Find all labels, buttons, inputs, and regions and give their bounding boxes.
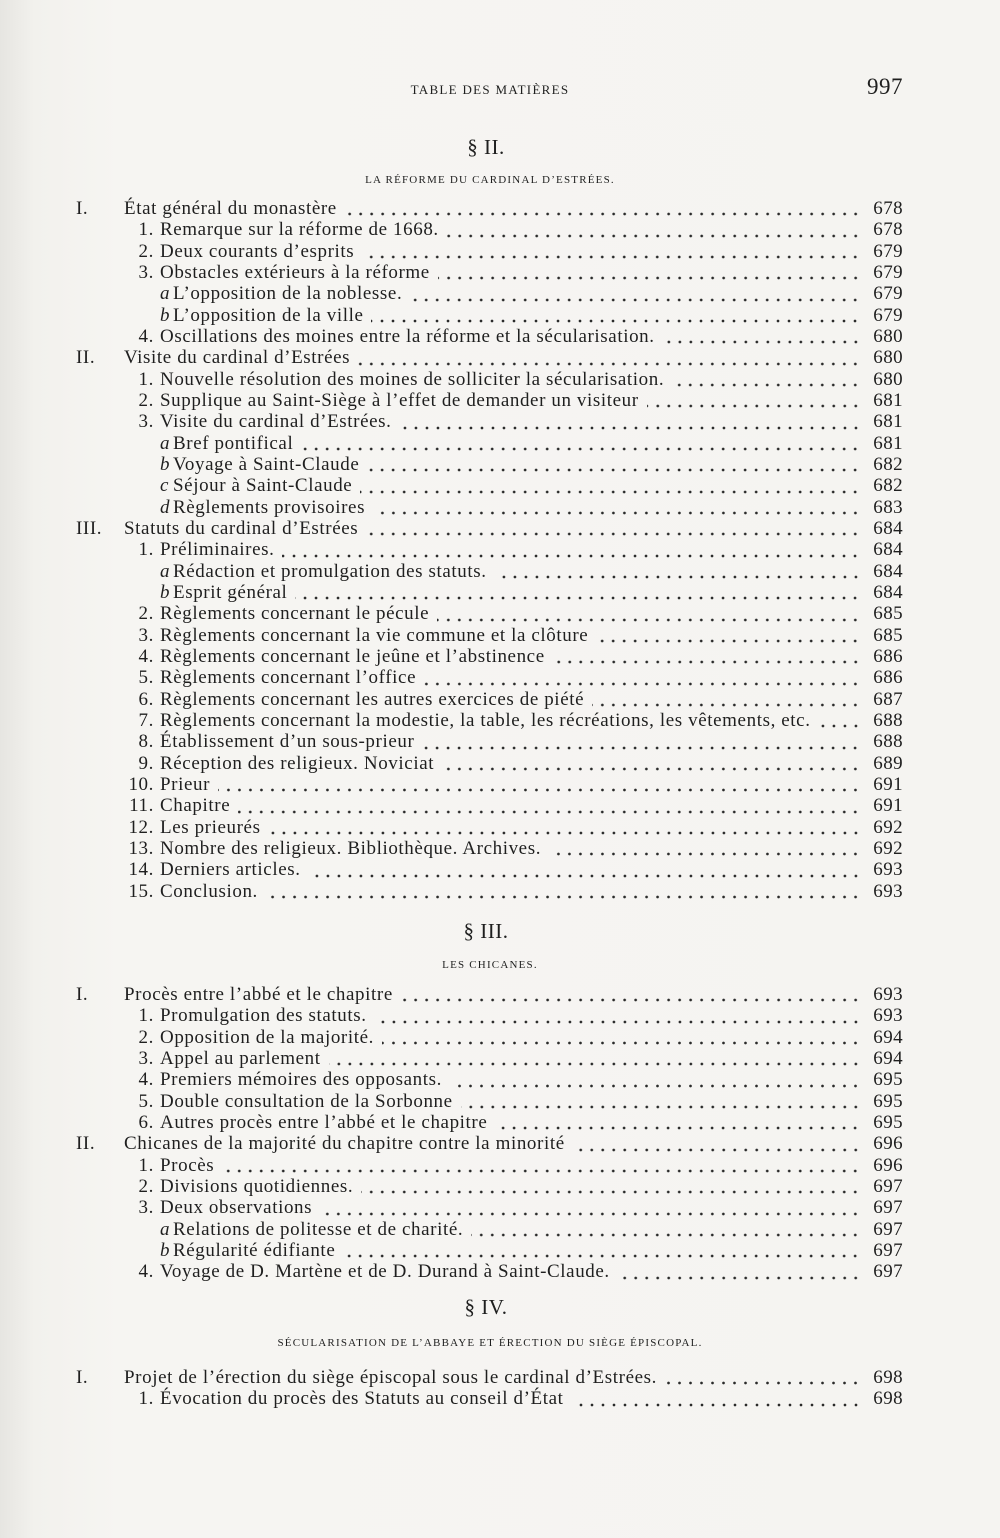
- entry-title: Régularité édifiante: [173, 1239, 336, 1261]
- entry-title: Séjour à Saint-Claude: [173, 475, 353, 497]
- entry-number: 7.: [138, 709, 154, 731]
- entry-number: 5.: [138, 1090, 154, 1112]
- entry-number: 2.: [138, 240, 154, 262]
- entry-page-number: 684: [873, 560, 903, 582]
- entry-title: Derniers articles.: [160, 859, 301, 881]
- dot-leader: [665, 1367, 861, 1388]
- entry-title: Esprit général: [173, 581, 288, 603]
- dot-leader: [222, 1155, 861, 1176]
- entry-title: Règlements concernant la modestie, la table, les récréations, les vêtements, etc.: [160, 709, 811, 731]
- entry-page-number: 692: [873, 816, 903, 838]
- entry-title: Voyage à Saint-Claude: [173, 453, 360, 475]
- entry-title: Règlements concernant les autres exercices de piété: [160, 688, 585, 710]
- entry-number: 2.: [138, 1026, 154, 1048]
- toc-entry: [76, 326, 903, 347]
- entry-page-number: 694: [873, 1047, 903, 1069]
- toc-entry: [76, 219, 903, 240]
- entry-page-number: 697: [873, 1239, 903, 1261]
- toc-entry: [76, 582, 903, 603]
- entry-number: III.: [76, 517, 103, 539]
- dot-leader: [572, 1388, 862, 1409]
- entry-title: Double consultation de la Sorbonne: [160, 1090, 453, 1112]
- dot-leader: [362, 241, 861, 262]
- entry-letter: d: [160, 496, 171, 518]
- entry-letter: a: [160, 1218, 171, 1240]
- toc-entry: [76, 667, 903, 688]
- toc-entry: [76, 539, 903, 560]
- entry-page-number: 697: [873, 1175, 903, 1197]
- toc-entry: [76, 241, 903, 262]
- entry-number: 14.: [128, 859, 154, 881]
- entry-title: Relations de politesse et de charité.: [173, 1218, 464, 1240]
- entry-title: Réception des religieux. Noviciat: [160, 752, 435, 774]
- toc-entry: [76, 753, 903, 774]
- dot-leader: [596, 625, 861, 646]
- dot-leader: [410, 283, 861, 304]
- entry-page-number: 693: [873, 880, 903, 902]
- toc-entry: [76, 283, 903, 304]
- toc-list: [76, 198, 903, 902]
- toc-entry: [76, 795, 903, 816]
- entry-number: 4.: [138, 1261, 154, 1283]
- entry-title: Chapitre: [160, 795, 231, 817]
- entry-page-number: 698: [873, 1367, 903, 1388]
- dot-leader: [282, 539, 861, 560]
- toc-entry: [76, 497, 903, 518]
- page-number: 997: [867, 74, 903, 99]
- dot-leader: [438, 262, 861, 283]
- dot-leader: [266, 881, 861, 902]
- entry-title: Remarque sur la réforme de 1668.: [160, 219, 439, 241]
- entry-number: 4.: [138, 1069, 154, 1091]
- entry-title: Les prieurés: [160, 816, 261, 838]
- entry-page-number: 680: [873, 325, 903, 347]
- entry-page-number: 679: [873, 240, 903, 262]
- toc-entry: [76, 561, 903, 582]
- entry-page-number: 684: [873, 517, 903, 539]
- toc-entry: [76, 1069, 903, 1090]
- entry-page-number: 678: [873, 219, 903, 241]
- dot-leader: [361, 1176, 861, 1197]
- dot-leader: [373, 497, 861, 518]
- entry-title: Rédaction et promulgation des statuts.: [173, 560, 487, 582]
- entry-page-number: 681: [873, 432, 903, 454]
- dot-leader: [218, 774, 861, 795]
- entry-page-number: 696: [873, 1154, 903, 1176]
- entry-page-number: 681: [873, 389, 903, 411]
- entry-page-number: 686: [873, 645, 903, 667]
- entry-letter: b: [160, 1239, 171, 1261]
- dot-leader: [358, 347, 861, 368]
- dot-leader: [672, 369, 861, 390]
- dot-leader: [343, 1240, 861, 1261]
- entry-title: Visite du cardinal d’Estrées.: [160, 411, 392, 433]
- entry-letter: c: [160, 475, 170, 497]
- entry-page-number: 685: [873, 624, 903, 646]
- toc-entry: [76, 1367, 903, 1388]
- entry-letter: b: [160, 453, 171, 475]
- dot-leader: [663, 326, 861, 347]
- toc-entry: [76, 1197, 903, 1218]
- entry-letter: b: [160, 304, 171, 326]
- entry-title: Règlements concernant la vie commune et la clôture: [160, 624, 589, 646]
- section-title: SÉCULARISATION DE L’ABBAYE ET ÉRECTION DU SIÈGE ÉPISCOPAL.: [277, 1337, 703, 1349]
- toc-entry: [76, 198, 903, 219]
- dot-leader: [329, 1048, 861, 1069]
- entry-page-number: 689: [873, 752, 903, 774]
- dot-leader: [375, 1005, 861, 1026]
- dot-leader: [367, 454, 861, 475]
- entry-page-number: 678: [873, 198, 903, 219]
- entry-number: 6.: [138, 688, 154, 710]
- toc-entry: [76, 1112, 903, 1133]
- toc-entry: [76, 1048, 903, 1069]
- entry-number: 4.: [138, 325, 154, 347]
- entry-letter: a: [160, 283, 171, 305]
- entry-page-number: 683: [873, 496, 903, 518]
- entry-title: Appel au parlement: [160, 1047, 321, 1069]
- section-number: § II.: [467, 135, 505, 159]
- toc-entry: [76, 305, 903, 326]
- dot-leader: [371, 305, 861, 326]
- dot-leader: [592, 689, 861, 710]
- entry-number: 1.: [138, 1388, 154, 1410]
- toc-entry: [76, 817, 903, 838]
- entry-number: 10.: [128, 773, 154, 795]
- entry-number: 12.: [128, 816, 154, 838]
- entry-title: L’opposition de la ville: [173, 304, 364, 326]
- dot-leader: [553, 646, 861, 667]
- entry-page-number: 684: [873, 539, 903, 561]
- entry-page-number: 696: [873, 1133, 903, 1155]
- entry-page-number: 695: [873, 1090, 903, 1112]
- toc-entry: [76, 838, 903, 859]
- dot-leader: [422, 731, 861, 752]
- entry-title: Évocation du procès des Statuts au conseil d’État: [160, 1388, 564, 1410]
- toc-entry: [76, 1219, 903, 1240]
- entry-title: Chicanes de la majorité du chapitre contre la minorité: [124, 1133, 565, 1155]
- dot-leader: [269, 817, 861, 838]
- toc-entry: [76, 1133, 903, 1154]
- entry-number: I.: [76, 198, 89, 219]
- entry-title: Autres procès entre l’abbé et le chapitre: [160, 1111, 488, 1133]
- entry-number: 6.: [138, 1111, 154, 1133]
- toc-entry: [76, 433, 903, 454]
- toc-entry: [76, 475, 903, 496]
- entry-number: 11.: [129, 795, 154, 817]
- entry-page-number: 682: [873, 453, 903, 475]
- dot-leader: [442, 753, 861, 774]
- toc-entry: [76, 518, 903, 539]
- entry-title: Premiers mémoires des opposants.: [160, 1069, 442, 1091]
- entry-number: 2.: [138, 389, 154, 411]
- entry-title: Obstacles extérieurs à la réforme: [160, 261, 430, 283]
- entry-number: 3.: [138, 1047, 154, 1069]
- entry-title: Procès entre l’abbé et le chapitre: [124, 984, 393, 1005]
- entry-page-number: 691: [873, 773, 903, 795]
- entry-page-number: 697: [873, 1261, 903, 1283]
- entry-number: 1.: [138, 219, 154, 241]
- entry-page-number: 682: [873, 475, 903, 497]
- entry-title: Préliminaires.: [160, 539, 275, 561]
- entry-title: Bref pontifical: [173, 432, 294, 454]
- section-title: LA RÉFORME DU CARDINAL D’ESTRÉES.: [365, 174, 615, 186]
- entry-number: 3.: [138, 624, 154, 646]
- entry-title: Supplique au Saint-Siège à l’effet de demander un visiteur: [160, 389, 639, 411]
- toc-entry: [76, 1155, 903, 1176]
- entry-title: État général du monastère: [124, 198, 337, 219]
- entry-title: Opposition de la majorité.: [160, 1026, 375, 1048]
- dot-leader: [295, 582, 861, 603]
- entry-number: I.: [76, 984, 89, 1005]
- toc-entry: [76, 1176, 903, 1197]
- entry-number: 1.: [138, 1005, 154, 1027]
- toc-entry: [76, 1240, 903, 1261]
- dot-leader: [309, 859, 861, 880]
- entry-title: Règlements concernant le pécule: [160, 603, 430, 625]
- entry-page-number: 695: [873, 1069, 903, 1091]
- entry-title: Établissement d’un sous-prieur: [160, 731, 415, 753]
- dot-leader: [618, 1261, 861, 1282]
- dot-leader: [437, 603, 861, 624]
- dot-leader: [549, 838, 861, 859]
- entry-letter: a: [160, 560, 171, 582]
- entry-title: Nouvelle résolution des moines de solliciter la sécularisation.: [160, 368, 665, 390]
- dot-leader: [401, 984, 861, 1005]
- entry-number: 4.: [138, 645, 154, 667]
- dot-leader: [320, 1197, 861, 1218]
- entry-title: Conclusion.: [160, 880, 258, 902]
- dot-leader: [447, 219, 861, 240]
- dot-leader: [366, 518, 861, 539]
- entry-page-number: 685: [873, 603, 903, 625]
- dot-leader: [471, 1219, 861, 1240]
- toc-entry: [76, 1005, 903, 1026]
- toc-entry: [76, 731, 903, 752]
- entry-letter: a: [160, 432, 171, 454]
- dot-leader: [573, 1133, 861, 1154]
- entry-page-number: 691: [873, 795, 903, 817]
- dot-leader: [345, 198, 861, 219]
- entry-page-number: 693: [873, 1005, 903, 1027]
- entry-page-number: 679: [873, 261, 903, 283]
- entry-title: Voyage de D. Martène et de D. Durand à Saint-Claude.: [160, 1261, 610, 1283]
- toc-entry: [76, 1261, 903, 1282]
- toc-entry: [76, 710, 903, 731]
- entry-number: 3.: [138, 411, 154, 433]
- entry-page-number: 681: [873, 411, 903, 433]
- entry-page-number: 693: [873, 984, 903, 1005]
- entry-page-number: 687: [873, 688, 903, 710]
- entry-number: II.: [76, 347, 96, 369]
- entry-number: 1.: [138, 539, 154, 561]
- entry-title: Deux observations: [160, 1197, 313, 1219]
- toc-entry: [76, 369, 903, 390]
- toc-entry: [76, 984, 903, 1005]
- toc-entry: [76, 881, 903, 902]
- entry-title: Nombre des religieux. Bibliothèque. Archives.: [160, 837, 542, 859]
- dot-leader: [238, 795, 861, 816]
- entry-title: Règlements provisoires: [173, 496, 366, 518]
- toc-entry: [76, 1091, 903, 1112]
- entry-number: 13.: [128, 837, 154, 859]
- entry-title: Statuts du cardinal d’Estrées: [124, 517, 359, 539]
- entry-page-number: 692: [873, 837, 903, 859]
- dot-leader: [819, 710, 861, 731]
- toc-entry: [76, 454, 903, 475]
- entry-number: 2.: [138, 603, 154, 625]
- section-number: § IV.: [464, 1295, 508, 1319]
- section-number: § III.: [463, 919, 509, 943]
- section-title: LES CHICANES.: [442, 959, 538, 971]
- entry-title: Visite du cardinal d’Estrées: [124, 347, 351, 369]
- toc-entry: [76, 603, 903, 624]
- toc-entry: [76, 774, 903, 795]
- dot-leader: [495, 561, 861, 582]
- entry-title: Promulgation des statuts.: [160, 1005, 367, 1027]
- entry-number: 5.: [138, 667, 154, 689]
- toc-entry: [76, 625, 903, 646]
- dot-leader: [400, 411, 861, 432]
- entry-page-number: 694: [873, 1026, 903, 1048]
- entry-letter: b: [160, 581, 171, 603]
- entry-page-number: 693: [873, 859, 903, 881]
- dot-leader: [382, 1027, 861, 1048]
- entry-title: Projet de l’érection du siège épiscopal sous le cardinal d’Estrées.: [124, 1367, 657, 1388]
- entry-page-number: 697: [873, 1218, 903, 1240]
- entry-page-number: 679: [873, 283, 903, 305]
- entry-page-number: 684: [873, 581, 903, 603]
- toc-list: [76, 984, 903, 1283]
- entry-title: Divisions quotidiennes.: [160, 1175, 354, 1197]
- entry-page-number: 697: [873, 1197, 903, 1219]
- dot-leader: [360, 475, 861, 496]
- entry-title: Prieur: [160, 773, 211, 795]
- running-title: TABLE DES MATIÈRES: [410, 82, 570, 97]
- toc-entry: [76, 347, 903, 368]
- entry-number: 2.: [138, 1175, 154, 1197]
- dot-leader: [424, 667, 861, 688]
- entry-number: 9.: [138, 752, 154, 774]
- entry-title: Procès: [160, 1154, 215, 1176]
- entry-title: Oscillations des moines entre la réforme et la sécularisation.: [160, 325, 655, 347]
- toc-entry: [76, 689, 903, 710]
- toc-entry: [76, 411, 903, 432]
- dot-leader: [301, 433, 861, 454]
- entry-page-number: 695: [873, 1111, 903, 1133]
- entry-page-number: 680: [873, 347, 903, 369]
- dot-leader: [647, 390, 861, 411]
- entry-number: II.: [76, 1133, 96, 1155]
- entry-title: Deux courants d’esprits: [160, 240, 355, 262]
- entry-page-number: 698: [873, 1388, 903, 1410]
- entry-page-number: 688: [873, 731, 903, 753]
- dot-leader: [461, 1091, 861, 1112]
- entry-page-number: 686: [873, 667, 903, 689]
- dot-leader: [450, 1069, 861, 1090]
- entry-page-number: 679: [873, 304, 903, 326]
- toc-entry: [76, 262, 903, 283]
- dot-leader: [495, 1112, 861, 1133]
- entry-title: Règlements concernant l’office: [160, 667, 417, 689]
- entry-page-number: 688: [873, 709, 903, 731]
- toc-entry: [76, 859, 903, 880]
- toc-entry: [76, 390, 903, 411]
- toc-entry: [76, 1388, 903, 1409]
- toc-entry: [76, 1027, 903, 1048]
- entry-number: 3.: [138, 1197, 154, 1219]
- entry-number: 8.: [138, 731, 154, 753]
- entry-title: Règlements concernant le jeûne et l’abstinence: [160, 645, 545, 667]
- entry-title: L’opposition de la noblesse.: [173, 283, 403, 305]
- toc-list: [76, 1367, 903, 1410]
- entry-number: 15.: [128, 880, 154, 902]
- entry-number: 1.: [138, 368, 154, 390]
- entry-number: I.: [76, 1367, 89, 1388]
- entry-page-number: 680: [873, 368, 903, 390]
- entry-number: 3.: [138, 261, 154, 283]
- toc-entry: [76, 646, 903, 667]
- entry-number: 1.: [138, 1154, 154, 1176]
